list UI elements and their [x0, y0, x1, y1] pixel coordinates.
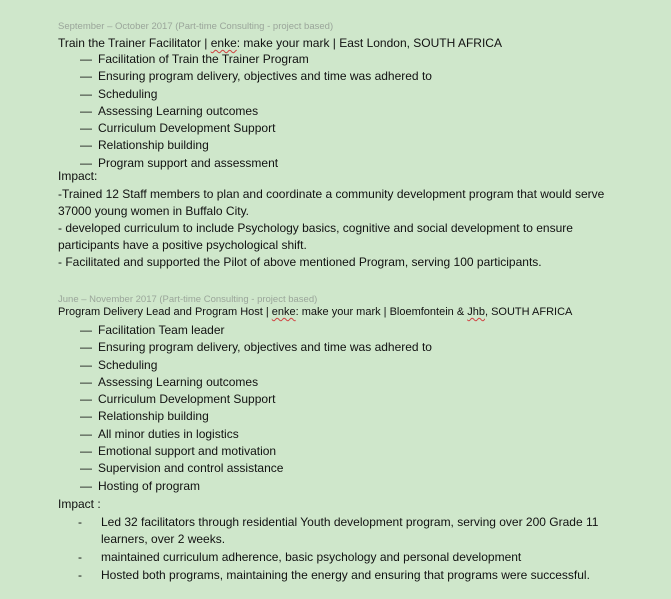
list-item: [80, 460, 432, 477]
duty-text: Scheduling: [98, 357, 158, 372]
job1-duties-list: [80, 51, 432, 172]
dash-bullet: —: [80, 155, 92, 170]
list-item: [80, 339, 432, 356]
list-item: [80, 478, 432, 495]
list-item: [80, 155, 432, 172]
dash-bullet: —: [80, 409, 92, 424]
duty-text: Facilitation of Train the Trainer Program: [98, 52, 309, 66]
list-item: [80, 443, 432, 460]
job2-title-role: Program Delivery Lead and Program Host |: [58, 306, 272, 318]
duty-text: Assessing Learning outcomes: [98, 374, 259, 389]
list-item: [80, 137, 432, 154]
duty-text: Supervision and control assistance: [98, 461, 284, 476]
duty-text: Scheduling: [98, 86, 158, 101]
list-item: [80, 391, 432, 408]
list-item: [80, 51, 432, 68]
impact-text: maintained curriculum adherence, basic psychology and personal development: [101, 549, 522, 564]
dash-bullet: -: [78, 567, 82, 582]
dash-bullet: —: [80, 103, 92, 118]
job2-title-country: , SOUTH AFRICA: [484, 306, 573, 318]
job2-title-city: Jhb: [467, 306, 485, 318]
list-item: [80, 103, 432, 120]
job1-title: [58, 36, 502, 50]
list-item: [80, 426, 432, 443]
impact-text: Hosted both programs, maintaining the energy and ensuring that programs were successful.: [101, 567, 590, 582]
duty-text: Ensuring program delivery, objectives and time was adhered to: [98, 69, 432, 84]
job2-title-location: : make your mark | Bloemfontein &: [295, 306, 468, 318]
list-item: [78, 514, 618, 547]
job2-impact-label: Impact :: [58, 497, 101, 511]
duty-text: Emotional support and motivation: [98, 444, 277, 459]
dash-bullet: —: [80, 357, 92, 372]
impact-line: -Trained 12 Staff members to plan and coordinate a community development program that would serve 37000 young women in Buffalo City.: [58, 187, 605, 218]
duty-text: Relationship building: [98, 409, 209, 424]
job1-impact-label: Impact:: [58, 169, 98, 183]
duty-text: Curriculum Development Support: [98, 121, 276, 136]
job2-title: [58, 306, 572, 318]
list-item: [80, 68, 432, 85]
dash-bullet: —: [80, 138, 92, 153]
job2-duties-list: [80, 322, 432, 495]
impact-line: - Facilitated and supported the Pilot of above mentioned Program, serving 100 participants.: [58, 255, 542, 269]
dash-bullet: —: [80, 374, 92, 389]
dash-bullet: —: [80, 478, 92, 493]
list-item: [80, 408, 432, 425]
job2-dates: June – November 2017 (Part-time Consulting - project based): [58, 294, 318, 305]
impact-line: - developed curriculum to include Psychology basics, cognitive and social development to ensure participants have a positive psychological shift.: [58, 221, 573, 252]
dash-bullet: —: [80, 69, 92, 84]
dash-bullet: —: [80, 52, 92, 66]
job1-title-org: enke: [210, 36, 237, 50]
duty-text: Facilitation Team leader: [98, 323, 225, 337]
job1-title-location: : make your mark | East London, SOUTH AFRICA: [236, 36, 502, 50]
duty-text: Curriculum Development Support: [98, 392, 276, 407]
list-item: [80, 357, 432, 374]
duty-text: Program support and assessment: [98, 155, 279, 170]
dash-bullet: —: [80, 340, 92, 355]
duty-text: Relationship building: [98, 138, 209, 153]
list-item: [78, 567, 618, 584]
impact-text: Led 32 facilitators through residential Youth development program, serving over 200 Grade 11 learners, over 2 weeks.: [101, 515, 599, 546]
dash-bullet: —: [80, 444, 92, 459]
dash-bullet: -: [78, 549, 82, 564]
dash-bullet: —: [80, 323, 92, 337]
list-item: [80, 86, 432, 103]
duty-text: Assessing Learning outcomes: [98, 103, 259, 118]
list-item: [80, 322, 432, 339]
dash-bullet: —: [80, 86, 92, 101]
dash-bullet: —: [80, 426, 92, 441]
job2-impact-list: [78, 514, 618, 585]
dash-bullet: —: [80, 392, 92, 407]
dash-bullet: —: [80, 461, 92, 476]
dash-bullet: —: [80, 121, 92, 136]
duty-text: Hosting of program: [98, 478, 201, 493]
duty-text: Ensuring program delivery, objectives and time was adhered to: [98, 340, 432, 355]
job1-impact-text: [58, 186, 618, 271]
job2-title-org: enke: [271, 306, 296, 318]
job1-dates: September – October 2017 (Part-time Consulting - project based): [58, 21, 334, 32]
list-item: [78, 549, 618, 566]
dash-bullet: -: [78, 515, 82, 529]
job1-title-role: Train the Trainer Facilitator |: [58, 36, 211, 50]
list-item: [80, 120, 432, 137]
list-item: [80, 374, 432, 391]
duty-text: All minor duties in logistics: [98, 426, 239, 441]
